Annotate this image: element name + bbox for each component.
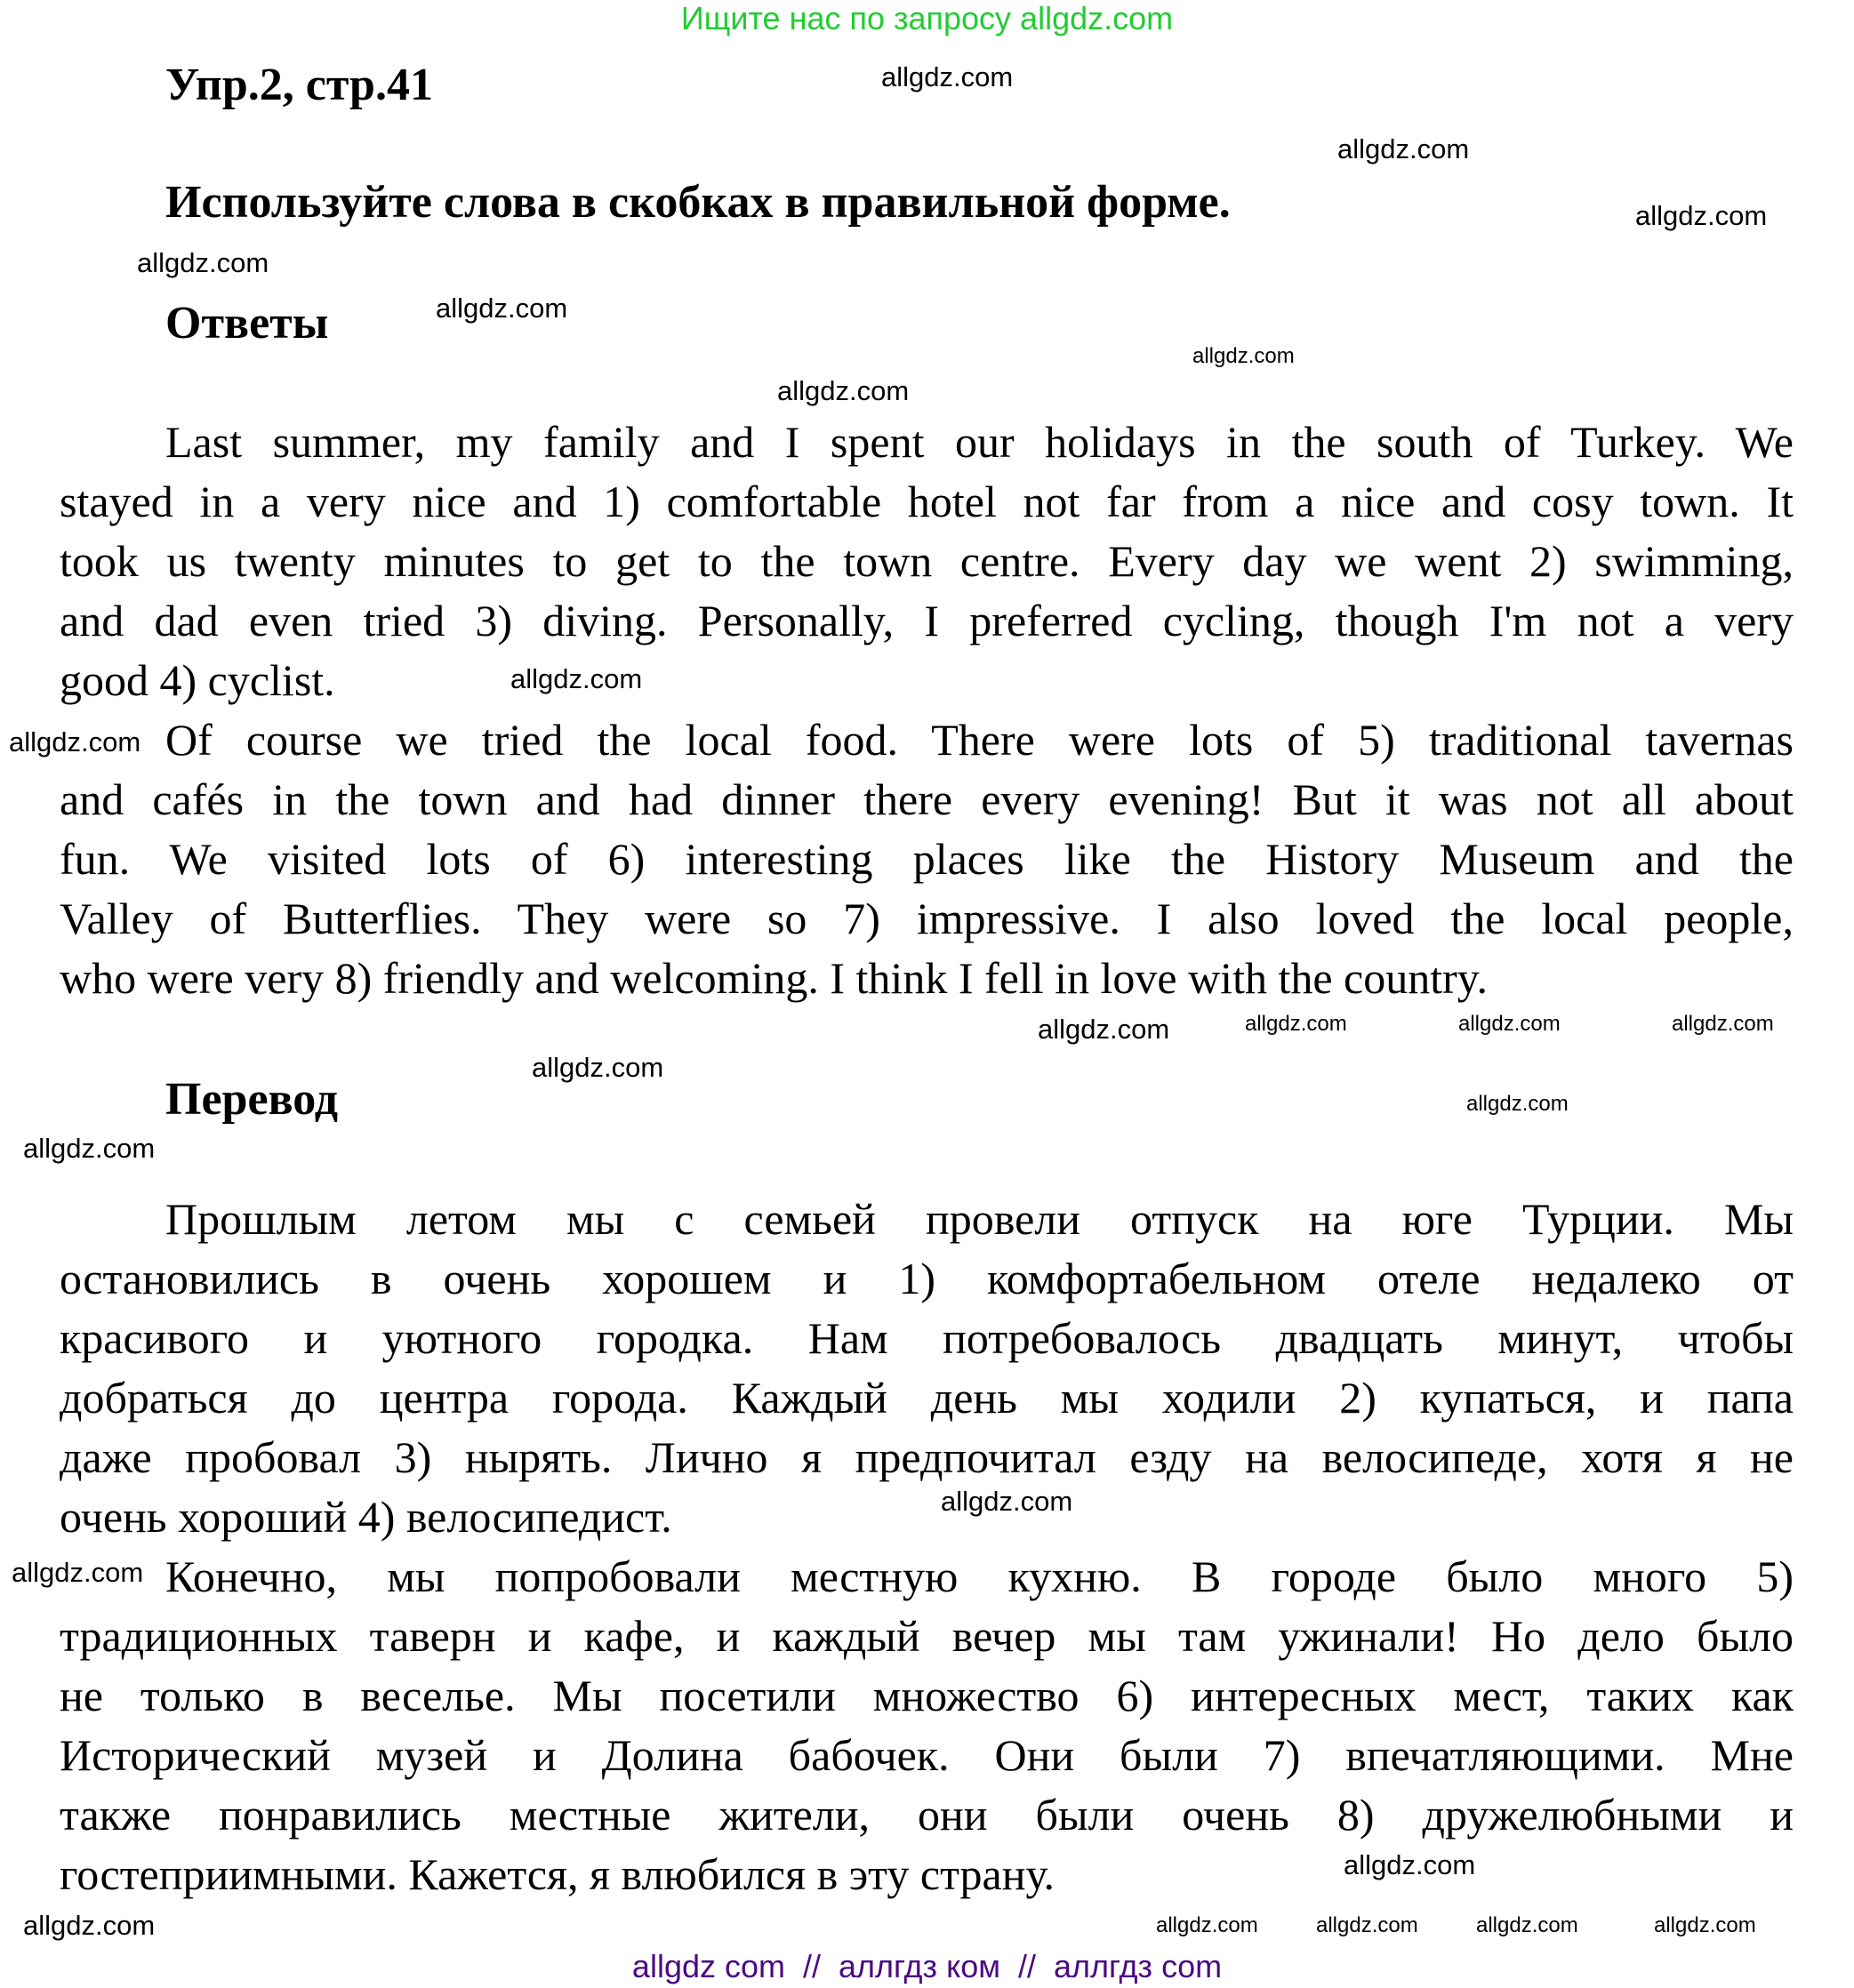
search-banner[interactable]: Ищите нас по запросу allgdz.com bbox=[680, 0, 1174, 36]
watermark: allgdz.com bbox=[137, 247, 269, 278]
watermark: allgdz.com bbox=[1458, 1012, 1561, 1036]
text-line: fun. We visited lots of 6) interesting places like the History Museum and the bbox=[60, 834, 1794, 884]
text-line: who were very 8) friendly and welcoming. I think I fell in love with the country. bbox=[60, 953, 1489, 1003]
text-line: Of course we tried the local food. There were lots of 5) traditional tavernas bbox=[165, 715, 1794, 765]
watermark: allgdz.com bbox=[1344, 1849, 1476, 1880]
answers-text bbox=[60, 413, 1794, 1008]
text-line: очень хороший 4) велосипедист. bbox=[60, 1492, 672, 1542]
translation-heading: Перевод bbox=[165, 1074, 339, 1125]
text-line: красивого и уютного городка. Нам потребовалось двадцать минут, чтобы bbox=[60, 1313, 1794, 1363]
text-line: good 4) cyclist. bbox=[60, 655, 335, 705]
text-line: and dad even tried 3) diving. Personally, I preferred cycling, though I'm not a very bbox=[60, 596, 1794, 645]
watermark: allgdz.com bbox=[1156, 1913, 1258, 1937]
watermark: allgdz.com bbox=[1337, 133, 1470, 164]
text-line: and cafés in the town and had dinner there every evening! But it was not all about bbox=[60, 774, 1794, 824]
watermark: allgdz.com bbox=[1316, 1913, 1418, 1937]
text-line: took us twenty minutes to get to the town centre. Every day we went 2) swimming, bbox=[60, 536, 1794, 586]
translation-text bbox=[60, 1190, 1794, 1904]
watermark: allgdz.com bbox=[510, 663, 643, 694]
footer-links[interactable]: allgdz com // аллгдз ком // аллгдз com bbox=[631, 1948, 1223, 1984]
watermark: allgdz.com bbox=[436, 293, 568, 324]
text-line: не только в веселье. Мы посетили множество 6) интересных мест, таких как bbox=[60, 1671, 1794, 1720]
watermark: allgdz.com bbox=[23, 1133, 156, 1164]
text-line: гостеприимными. Кажется, я влюбился в эту страну. bbox=[60, 1849, 1055, 1899]
text-line: Конечно, мы попробовали местную кухню. В городе было много 5) bbox=[165, 1551, 1794, 1601]
answers-heading: Ответы bbox=[165, 298, 329, 349]
text-line: добраться до центра города. Каждый день мы ходили 2) купаться, и папа bbox=[60, 1373, 1794, 1423]
text-line: остановились в очень хорошем и 1) комфортабельном отеле недалеко от bbox=[60, 1254, 1794, 1303]
text-line: Valley of Butterflies. They were so 7) impressive. I also loved the local people, bbox=[60, 894, 1794, 943]
text-line: традиционных таверн и кафе, и каждый вечер мы там ужинали! Но дело было bbox=[60, 1611, 1794, 1661]
watermark: allgdz.com bbox=[1476, 1913, 1578, 1937]
exercise-title: Упр.2, стр.41 bbox=[165, 60, 433, 110]
watermark: allgdz.com bbox=[1192, 344, 1295, 368]
watermark: allgdz.com bbox=[1245, 1012, 1347, 1036]
watermark: allgdz.com bbox=[12, 1557, 144, 1588]
text-line: также понравились местные жители, они были очень 8) дружелюбными и bbox=[60, 1790, 1794, 1840]
text-line: stayed in a very nice and 1) comfortable hotel not far from a nice and cosy town. It bbox=[60, 477, 1794, 526]
watermark: allgdz.com bbox=[1654, 1913, 1756, 1937]
watermark: allgdz.com bbox=[532, 1052, 664, 1083]
watermark: allgdz.com bbox=[23, 1910, 156, 1941]
text-line: Last summer, my family and I spent our holidays in the south of Turkey. We bbox=[165, 417, 1794, 467]
watermark: allgdz.com bbox=[1635, 200, 1768, 231]
text-line: даже пробовал 3) нырять. Лично я предпочитал езду на велосипеде, хотя я не bbox=[60, 1432, 1794, 1482]
watermark: allgdz.com bbox=[1672, 1012, 1774, 1036]
text-line: Исторический музей и Долина бабочек. Они были 7) впечатляющими. Мне bbox=[60, 1730, 1794, 1780]
watermark: allgdz.com bbox=[9, 726, 141, 758]
watermark: allgdz.com bbox=[1466, 1092, 1569, 1116]
watermark: allgdz.com bbox=[941, 1486, 1073, 1517]
instruction-heading: Используйте слова в скобках в правильной форме. bbox=[165, 177, 1231, 228]
watermark: allgdz.com bbox=[1038, 1014, 1170, 1045]
watermark: allgdz.com bbox=[881, 61, 1014, 92]
watermark: allgdz.com bbox=[777, 375, 910, 406]
text-line: Прошлым летом мы с семьей провели отпуск на юге Турции. Мы bbox=[165, 1194, 1794, 1244]
